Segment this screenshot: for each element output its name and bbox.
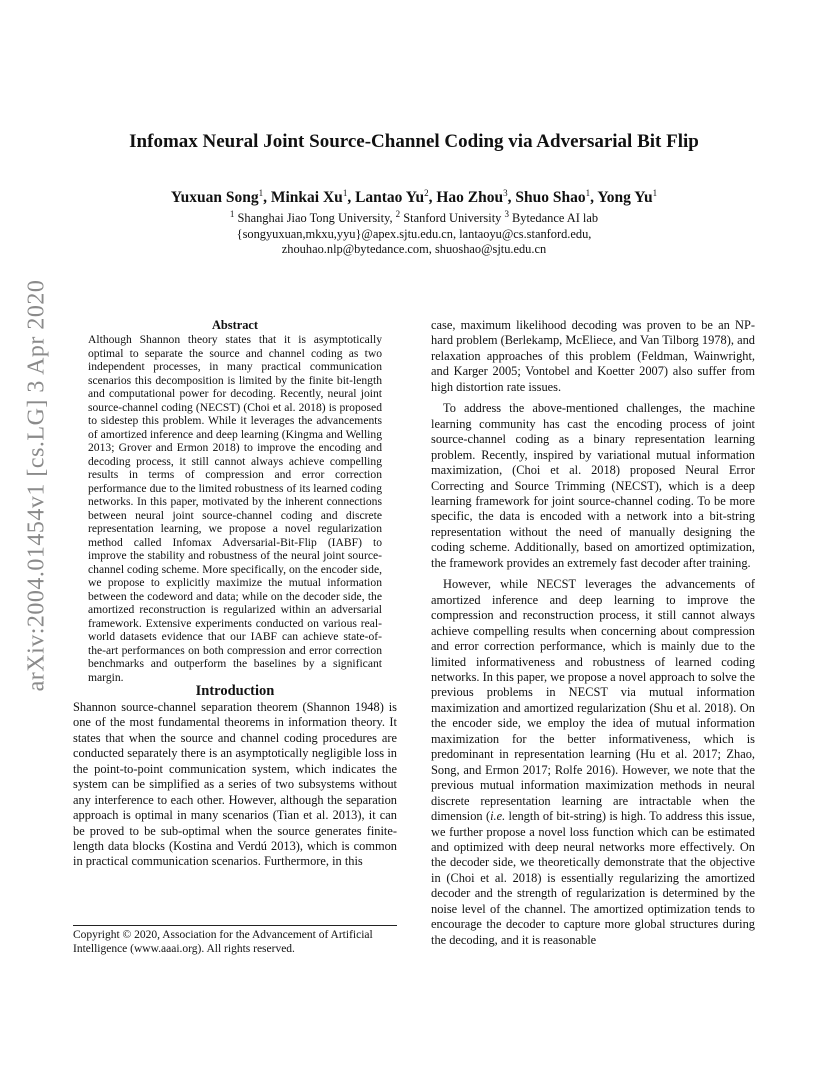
left-column bbox=[73, 318, 397, 870]
right-column bbox=[431, 318, 755, 948]
introduction-heading: Introduction bbox=[195, 683, 275, 700]
italic-abbreviation: i.e. bbox=[490, 809, 506, 824]
introduction-text: Shannon source-channel separation theorem (Shannon 1948) is one of the most fundamental theorems in information theory. It states that when the source and channel coding procedures are conducted separately there is an asymptotically negligible loss in the point-to-point communication system, which indicates the system can be simplified as a series of two subsystems without any interference to each other. However, although the separation approach is optimal in many scenarios (Tian et al. 2013), it can be proved to be sub-optimal when the source generates finite-length data blocks (Kostina and Verdú 2013), which is common in practical communication scenarios. Furthermore, in this bbox=[73, 699, 397, 869]
abstract-heading: Abstract bbox=[211, 318, 259, 332]
author-affiliation-mark: 2 bbox=[424, 188, 429, 198]
copyright-footnote: Copyright © 2020, Association for the Advancement of Artificial Intelligence (www.aaai.org). All rights reserved. bbox=[73, 925, 397, 956]
arxiv-identifier: arXiv:2004.01454v1 [cs.LG] 3 Apr 2020 bbox=[23, 279, 50, 691]
author-name: Yong Yu bbox=[597, 189, 653, 207]
author-affiliation-mark: 1 bbox=[652, 188, 658, 198]
body-paragraph: To address the above-mentioned challenges, the machine learning community has cast the encoding process of joint source-channel coding as a binary representation learning problem. Recently, inspired by variational mutual information maximization, (Choi et al. 2018) proposed Neural Error Correcting and Source Trimming (NECST), which is a deep learning framework for joint source-channel coding. To be more specific, the data is encoded with a network into a bit-string representation without the need of manually designing the coding scheme. Additionally, based on amortized optimization, the framework provides an extremely fast decoder after training. bbox=[431, 401, 755, 570]
affiliation-mark: 2 bbox=[395, 209, 401, 219]
email-line: zhouhao.nlp@bytedance.com, shuoshao@sjtu.edu.cn bbox=[281, 241, 547, 256]
body-paragraph bbox=[431, 577, 755, 948]
affiliation-name: Stanford University bbox=[400, 211, 505, 226]
abstract-text: Although Shannon theory states that it is asymptotically optimal to separate the source and channel coding as two independent processes, in many practical communication scenarios this decomposition is limited by the finite bit-length and computational power for decoding. Recently, neural joint source-channel coding (NECST) (Choi et al. 2018) is proposed to sidestep this problem. While it leverages the advancements of amortized inference and deep learning (Kingma and Welling 2013; Grover and Ermon 2018) to improve the encoding and decoding process, it still cannot always achieve compelling results in terms of compression and error correction performance due to the limited robustness of its learned coding networks. In this paper, motivated by the inherent connections between neural joint source-channel coding and discrete representation learning, we propose a novel regularization method called Infomax Adversarial-Bit-Flip (IABF) to improve the stability and robustness of the neural joint source-channel coding scheme. More specifically, on the encoder side, we propose to explicitly maximize the mutual information between the codeword and data; while on the decoder side, the amortized reconstruction is regularized within an adversarial framework. Extensive experiments conducted on various real-world datasets evidence that our IABF can achieve state-of-the-art performances on both compression and error correction benchmarks and outperform the baselines by a significant margin. bbox=[88, 333, 382, 684]
author-name: Yuxuan Song bbox=[170, 189, 259, 207]
author-affiliation-mark: 1 bbox=[258, 188, 264, 198]
author-affiliation-mark: 3 bbox=[503, 188, 508, 198]
author-name: Shuo Shao bbox=[515, 189, 586, 207]
arxiv-sidebar-stamp bbox=[22, 279, 52, 691]
affiliation-name: Shanghai Jiao Tong University, bbox=[234, 211, 396, 226]
author-affiliation-mark: 1 bbox=[342, 188, 348, 198]
email-line: {songyuxuan,mkxu,yyu}@apex.sjtu.edu.cn, lantaoyu@cs.stanford.edu, bbox=[236, 226, 592, 241]
affiliation-line bbox=[0, 207, 828, 227]
affiliation-mark: 1 bbox=[229, 209, 235, 219]
affiliation-mark: 3 bbox=[504, 209, 509, 219]
author-list: Yuxuan Song$^1$, Minkai Xu$^1$, Lantao Yu$^2$, Hao Zhou$^3$, Shuo Shao$^1$, Yong Yu$^1$ bbox=[170, 188, 658, 207]
paragraph-text: length of bit-string) is high. To address this issue, we further propose a novel loss function which can be estimated and optimized with deep neural networks more effectively. On the decoder side, we theoretically demonstrate that the objective in (Choi et al. 2018) is essentially regularizing the amortized decoder and the strength of regularization is determined by the noise level of the channel. The amortized optimization tends to encourage the decoder to capture more global structures during the decoding, and it is reasonable bbox=[431, 809, 755, 947]
author-affiliation-mark: 1 bbox=[585, 188, 591, 198]
affiliation-block bbox=[0, 207, 828, 257]
author-name: Minkai Xu bbox=[270, 189, 343, 207]
body-paragraph: case, maximum likelihood decoding was proven to be an NP-hard problem (Berlekamp, McEliece, and Van Tilborg 1978), and relaxation approaches of this problem (Feldman, Wainwright, and Karger 2005; Vontobel and Koetter 2007) also suffer from high distortion rate issues. bbox=[431, 318, 755, 394]
affiliation-name: Bytedance AI lab bbox=[508, 211, 599, 226]
paragraph-text: However, while NECST leverages the advancements of amortized inference and deep learning to improve the compression and reconstruction process, it still cannot always achieve compelling results when concerning about compression and error correction performance, which is mainly due to the limited informativeness and robustness of learned coding networks. In this paper, we propose a novel approach to solve the previous problems in NECST via mutual information maximization and amortized regularization (Shu et al. 2018). On the encoder side, we employ the idea of mutual information maximization for the better informativeness, which is predominant in representation learning (Hu et al. 2017; Zhao, Song, and Ermon 2017; Rolfe 2016). However, we note that the previous mutual information maximization methods in neural discrete representation learning are intractable when the dimension ( bbox=[431, 577, 755, 824]
author-name: Hao Zhou bbox=[436, 189, 504, 207]
paper-title: Infomax Neural Joint Source-Channel Coding via Adversarial Bit Flip bbox=[129, 131, 699, 152]
author-name: Lantao Yu bbox=[355, 189, 425, 207]
